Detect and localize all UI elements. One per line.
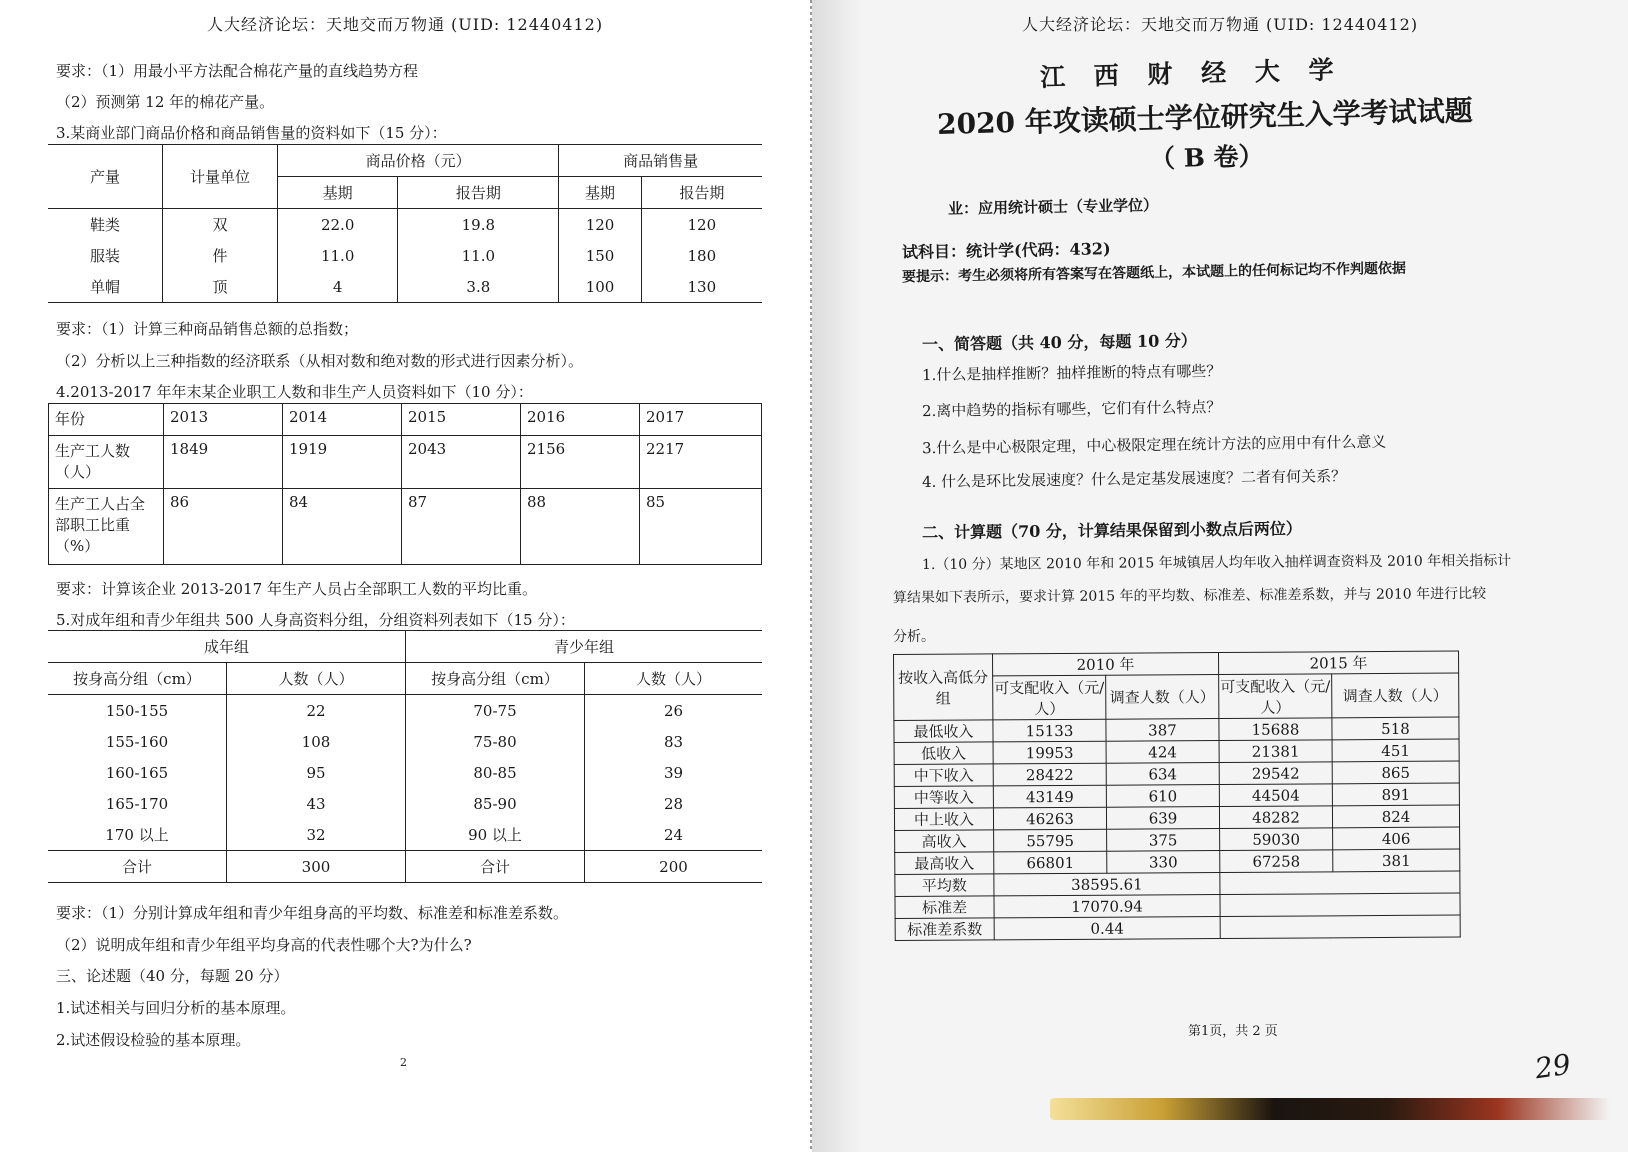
table-header: 基期 <box>559 177 641 209</box>
table-header: 报告期 <box>641 177 762 209</box>
table-cell: 件 <box>163 240 278 271</box>
table-header: 调查人数（人） <box>1106 675 1219 720</box>
requirement-text: （2）说明成年组和青少年组平均身高的代表性哪个大?为什么? <box>56 936 472 954</box>
table-cell: 最高收入 <box>895 852 994 875</box>
table-cell: 22 <box>227 695 406 727</box>
table-cell: 19.8 <box>398 209 559 241</box>
income-table <box>893 651 1461 941</box>
page-header: 人大经济论坛：天地交而万物通 (UID: 12440412) <box>206 15 604 34</box>
table-cell: 150-155 <box>105 701 169 720</box>
table-header: 成年组 <box>48 631 406 663</box>
table-cell: 85-90 <box>406 788 585 819</box>
table-cell: 43149 <box>993 785 1106 808</box>
table-cell: 87 <box>402 489 521 565</box>
table-header: 报告期 <box>398 177 559 209</box>
table-cell: 86 <box>164 489 283 565</box>
notice-line: 要提示：考生必须将所有答案写在答题纸上，本试题上的任何标记均不作判题依据 <box>901 260 1407 286</box>
requirement-text: 要求：计算该企业 2013-2017 年生产人员占全部职工人数的平均比重。 <box>56 580 537 598</box>
table-cell: 75-80 <box>406 726 585 757</box>
requirement-text: 要求：（1）计算三种商品销售总额的总指数； <box>56 320 359 338</box>
table-cell: 生产工人占全部职工比重（%） <box>49 489 164 565</box>
table-header: 人数（人） <box>227 663 406 695</box>
table-cell: 518 <box>1332 717 1459 740</box>
table-cell: 150 <box>559 240 641 271</box>
table-cell: 最低收入 <box>894 720 993 743</box>
table-cell: 55795 <box>994 829 1107 852</box>
table-cell: 顶 <box>163 271 278 303</box>
table-cell: 88 <box>521 489 640 565</box>
table-cell: 2015 <box>402 404 521 436</box>
table-cell: 2043 <box>402 436 521 489</box>
table-cell: 1849 <box>164 436 283 489</box>
table-cell: 1919 <box>283 436 402 489</box>
table-cell: 2013 <box>164 404 283 436</box>
page-header: 人大经济论坛：天地交而万物通 (UID: 12440412) <box>1021 15 1419 34</box>
table-cell: 108 <box>227 726 406 757</box>
requirement-text: （2）分析以上三种指数的经济联系（从相对数和绝对数的形式进行因素分析）。 <box>56 352 584 370</box>
table-cell: 年份 <box>49 404 164 436</box>
table-cell: 单帽 <box>48 271 163 303</box>
table-cell: 11.0 <box>278 240 398 271</box>
table-header: 商品价格（元） <box>278 145 559 177</box>
table-cell <box>1220 893 1460 916</box>
left-page <box>0 0 810 1152</box>
table-cell <box>1220 871 1460 894</box>
table-cell: 4 <box>278 271 398 303</box>
question-title: 3.某商业部门商品价格和商品销售量的资料如下（15 分）： <box>56 124 447 142</box>
table-cell: 28422 <box>993 763 1106 786</box>
table-cell: 424 <box>1106 741 1219 764</box>
table-cell: 17070.94 <box>994 895 1220 918</box>
table-row <box>49 489 762 565</box>
table-cell: 中下收入 <box>894 764 993 787</box>
table-row <box>48 726 762 757</box>
table-cell: 80-85 <box>406 757 585 788</box>
table-cell: 120 <box>559 209 641 241</box>
table-header: 2015 年 <box>1218 651 1458 674</box>
table-cell: 双 <box>163 209 278 241</box>
table-cell: 19953 <box>993 741 1106 764</box>
employee-table <box>48 403 762 565</box>
table-row <box>48 240 762 271</box>
table-header: 按收入高低分组 <box>894 654 993 721</box>
table-cell: 170 以上 <box>105 826 169 844</box>
table-cell: 高收入 <box>895 830 994 853</box>
table-cell: 11.0 <box>398 240 559 271</box>
table-row <box>895 915 1460 940</box>
table-cell: 39 <box>585 757 763 788</box>
table-cell: 891 <box>1332 783 1459 806</box>
height-table <box>48 630 762 883</box>
table-row <box>48 695 762 727</box>
table-header: 按身高分组（cm） <box>73 670 201 688</box>
table-row <box>49 436 762 489</box>
subject-line: 试科目：统计学(代码：432) <box>901 239 1111 262</box>
table-total-row <box>48 851 762 883</box>
table-header: 基期 <box>278 177 398 209</box>
table-row <box>49 404 762 436</box>
table-row <box>48 819 762 851</box>
table-header: 按身高分组（cm） <box>406 663 585 695</box>
table-cell: 381 <box>1333 849 1460 872</box>
paper-label: （ B 卷） <box>1149 141 1264 174</box>
table-cell: 865 <box>1332 761 1459 784</box>
table-header: 调查人数（人） <box>1332 673 1459 718</box>
scan-artifact <box>1050 1098 1610 1120</box>
table-cell: 451 <box>1332 739 1459 762</box>
table-cell: 3.8 <box>398 271 559 303</box>
table-cell: 24 <box>585 819 763 851</box>
section-title: 一、简答题（共 40 分，每题 10 分） <box>921 331 1197 354</box>
table-cell: 标准差系数 <box>895 918 994 941</box>
table-cell: 29542 <box>1219 762 1332 785</box>
table-cell: 鞋类 <box>89 216 120 234</box>
major-line: 业：应用统计硕士（专业学位） <box>947 196 1159 218</box>
table-cell: 15688 <box>1219 718 1332 741</box>
scan-edge-shadow <box>812 0 862 1152</box>
table-cell: 90 以上 <box>406 819 585 851</box>
table-header: 人数（人） <box>585 663 763 695</box>
table-cell: 330 <box>1107 851 1220 874</box>
table-cell: 824 <box>1332 805 1459 828</box>
table-cell: 2014 <box>283 404 402 436</box>
table-cell: 406 <box>1333 827 1460 850</box>
question-text: 3.什么是中心极限定理，中心极限定理在统计方法的应用中有什么意义 <box>921 432 1387 458</box>
table-cell: 低收入 <box>894 742 993 765</box>
table-cell: 46263 <box>993 807 1106 830</box>
table-cell: 平均数 <box>895 874 994 897</box>
table-cell: 95 <box>227 757 406 788</box>
table-header: 2010 年 <box>993 653 1219 676</box>
question-text: 4. 什么是环比发展速度？什么是定基发展速度？二者有何关系？ <box>921 467 1347 491</box>
table-cell: 120 <box>641 209 762 241</box>
page-number: 2 <box>400 1056 407 1069</box>
table-cell: 28 <box>585 788 763 819</box>
table-cell: 610 <box>1106 785 1219 808</box>
table-cell: 标准差 <box>895 896 994 919</box>
table-header: 青少年组 <box>406 631 763 663</box>
table-cell: 2017 <box>640 404 762 436</box>
table-cell: 中上收入 <box>894 808 993 831</box>
table-cell: 160-165 <box>105 763 169 782</box>
table-cell: 26 <box>585 695 763 727</box>
table-cell: 180 <box>641 240 762 271</box>
table-row <box>48 757 762 788</box>
table-cell: 43 <box>227 788 406 819</box>
question-title: 5.对成年组和青少年组共 500 人身高资料分组，分组资料列表如下（15 分）： <box>56 611 575 629</box>
table-cell: 32 <box>227 819 406 851</box>
table-cell: 85 <box>640 489 762 565</box>
table-header: 可支配收入（元/人） <box>1219 674 1332 719</box>
problem-text: 1.（10 分）某地区 2010 年和 2015 年城镇居人均年收入抽样调查资料及 2010 年相关指标计 <box>921 552 1512 574</box>
question-text: 2.离中趋势的指标有哪些，它们有什么特点？ <box>921 397 1222 421</box>
question-text: 2.试述假设检验的基本原理。 <box>56 1031 251 1049</box>
table-cell: 生产工人数（人） <box>49 436 164 489</box>
table-cell: 634 <box>1106 763 1219 786</box>
table-cell: 83 <box>585 726 763 757</box>
table-cell: 44504 <box>1219 784 1332 807</box>
table-cell <box>1220 915 1460 938</box>
table-row <box>48 209 762 241</box>
table-cell: 服装 <box>89 247 120 265</box>
table-cell: 100 <box>559 271 641 303</box>
university-name: 江 西 财 经 大 学 <box>1039 55 1344 92</box>
table-cell: 639 <box>1106 807 1219 830</box>
table-cell: 2016 <box>521 404 640 436</box>
table-cell: 2217 <box>640 436 762 489</box>
table-cell: 155-160 <box>105 732 169 751</box>
table-cell: 70-75 <box>406 695 585 727</box>
table-cell: 中等收入 <box>894 786 993 809</box>
table-cell: 合计 <box>121 858 152 876</box>
table-cell: 38595.61 <box>994 873 1220 896</box>
table-cell: 300 <box>227 851 406 883</box>
table-cell: 387 <box>1106 719 1219 742</box>
table-row <box>48 788 762 819</box>
section-title: 二、计算题（70 分，计算结果保留到小数点后两位） <box>921 519 1302 542</box>
table-cell: 0.44 <box>994 917 1220 940</box>
table-cell: 84 <box>283 489 402 565</box>
table-cell: 21381 <box>1219 740 1332 763</box>
table-header: 产量 <box>48 145 163 209</box>
problem-text: 分析。 <box>893 629 935 645</box>
table-cell: 165-170 <box>105 794 169 813</box>
table-cell: 130 <box>641 271 762 303</box>
section-title: 三、论述题（40 分，每题 20 分） <box>56 967 289 985</box>
table-header: 商品销售量 <box>559 145 762 177</box>
requirement-text: 要求：（1）用最小平方法配合棉花产量的直线趋势方程 <box>56 62 419 80</box>
question-title: 4.2013-2017 年年末某企业职工人数和非生产人员资料如下（10 分）： <box>56 383 533 401</box>
table-header: 计量单位 <box>163 145 278 209</box>
question-text: 1.试述相关与回归分析的基本原理。 <box>56 999 296 1017</box>
table-header: 可支配收入（元/人） <box>993 675 1106 720</box>
table-cell: 59030 <box>1220 828 1333 851</box>
table-cell: 66801 <box>994 851 1107 874</box>
problem-text: 算结果如下表所示，要求计算 2015 年的平均数、标准差、标准差系数，并与 2010 年进行比较 <box>892 585 1487 607</box>
handwritten-mark: 29 <box>1532 1047 1573 1086</box>
table-cell: 合计 <box>406 851 585 883</box>
table-cell: 375 <box>1107 829 1220 852</box>
requirement-text: （2）预测第 12 年的棉花产量。 <box>56 93 275 111</box>
table-row <box>48 271 762 303</box>
table-cell: 15133 <box>993 719 1106 742</box>
table-cell: 48282 <box>1219 806 1332 829</box>
table-cell: 2156 <box>521 436 640 489</box>
price-sales-table <box>48 144 762 303</box>
table-cell: 200 <box>585 851 763 883</box>
question-text: 1.什么是抽样推断？抽样推断的特点有哪些？ <box>921 361 1222 385</box>
table-cell: 67258 <box>1220 850 1333 873</box>
table-cell: 22.0 <box>278 209 398 241</box>
exam-title: 2020 年攻读硕士学位研究生入学考试试题 <box>936 93 1474 142</box>
requirement-text: 要求：（1）分别计算成年组和青少年组身高的平均数、标准差和标准差系数。 <box>56 904 569 922</box>
page-footer: 第1页，共 2 页 <box>1188 1024 1278 1039</box>
